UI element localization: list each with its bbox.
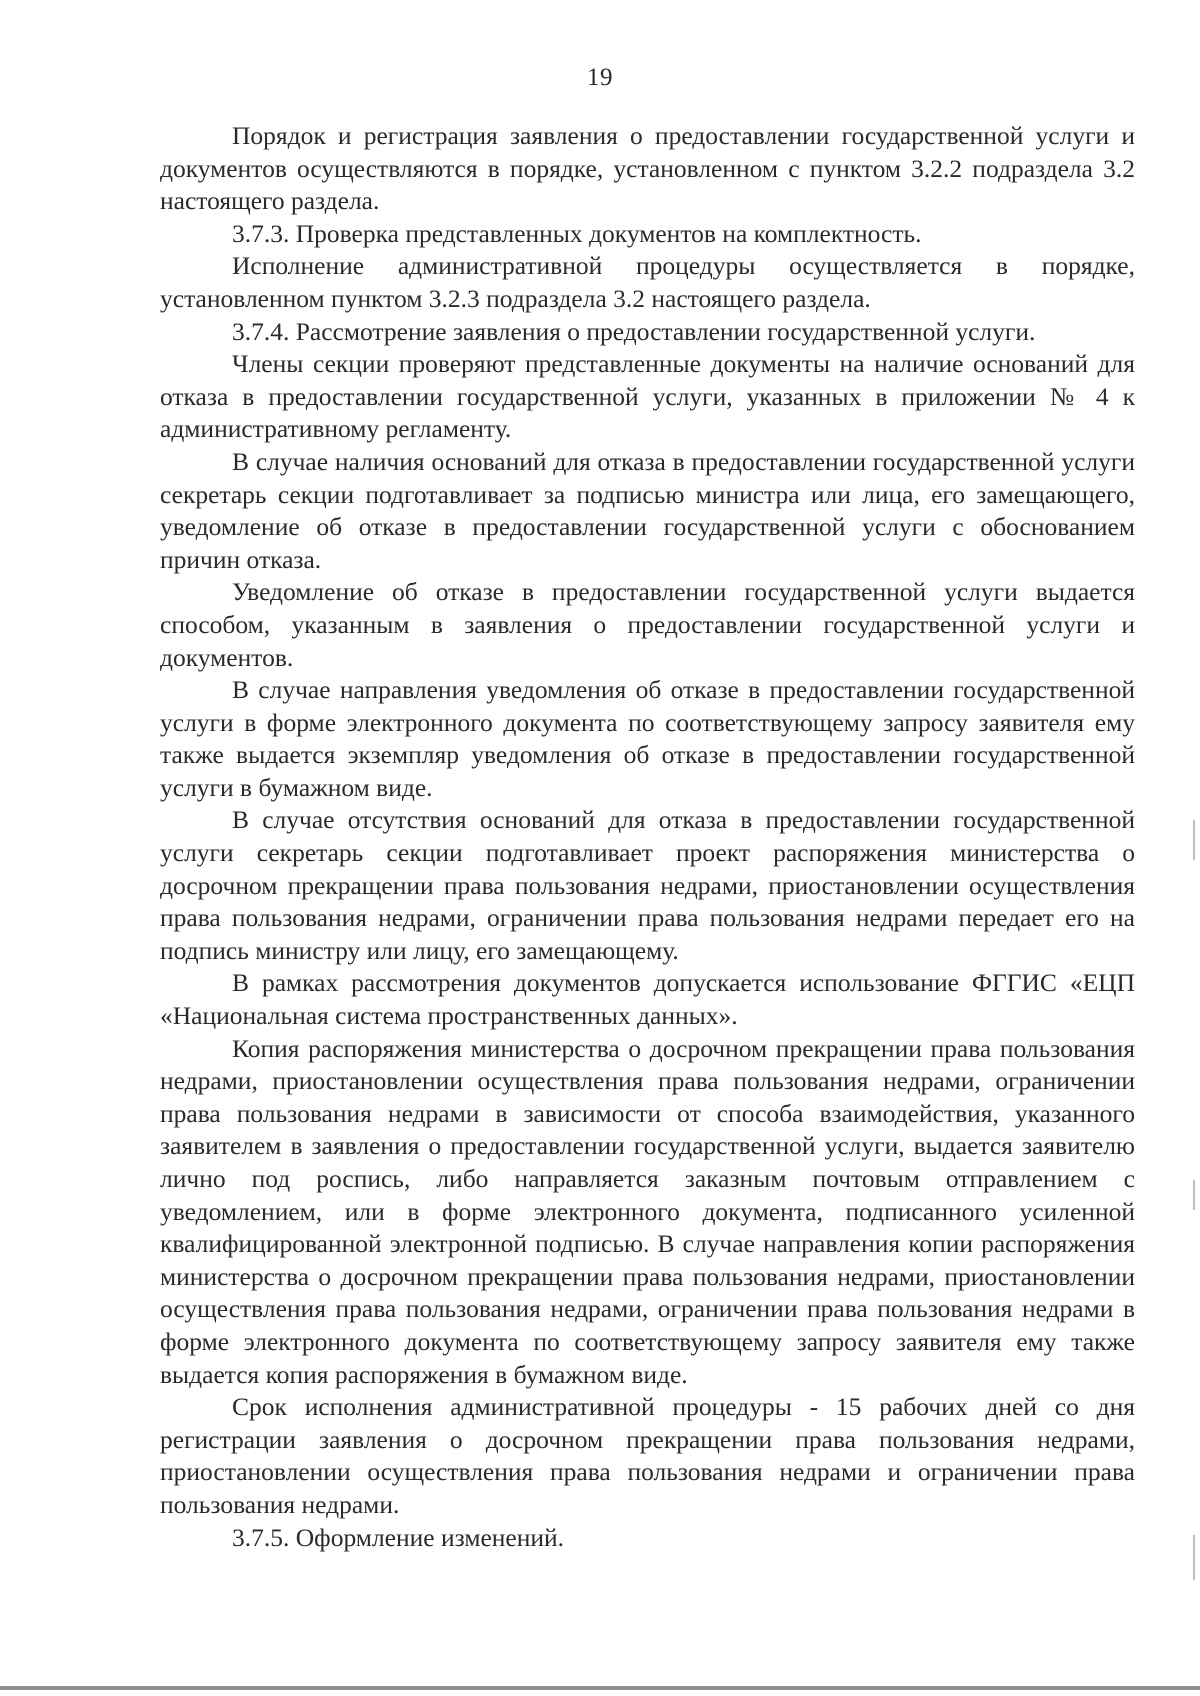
heading-3-7-3: 3.7.3. Проверка представленных документов на комплектность. <box>232 218 922 248</box>
heading-3-7-4: 3.7.4. Рассмотрение заявления о предоставлении государственной услуги. <box>232 316 1036 346</box>
paragraph-execution-term: Срок исполнения административной процедуры - 15 рабочих дней со дня регистрации заявления о досрочном прекращении права пользования недрами, приостановлении осуществления права пользования недрами и ограничении права пользования недрами. <box>160 1392 1135 1519</box>
paragraph-registration-order: Порядок и регистрация заявления о предоставлении государственной услуги и документов осуществляются в порядке, установленном с пунктом 3.2.2 подраздела 3.2 настоящего раздела. <box>160 121 1135 216</box>
paragraph-section-members-check: Члены секции проверяют представленные документы на наличие оснований для отказа в предоставлении государственной услуги, указанных в приложении № 4 к административному регламенту. <box>160 349 1135 444</box>
paragraph-electronic-refusal: В случае направления уведомления об отказе в предоставлении государственной услуги в форме электронного документа по соответствующему запросу заявителя ему также выдается экземпляр уведомления об отказе в предоставлении государственной услуги в бумажном виде. <box>160 675 1135 802</box>
paragraph-procedure-execution: Исполнение административной процедуры осуществляется в порядке, установленном пунктом 3.2.3 подраздела 3.2 настоящего раздела. <box>160 251 1135 313</box>
paragraph-fggis-usage: В рамках рассмотрения документов допускается использование ФГГИС «ЕЦП «Национальная система пространственных данных». <box>160 968 1135 1031</box>
scan-edge-mark <box>1193 820 1195 860</box>
scan-edge-mark <box>1193 1180 1195 1210</box>
paragraph-order-copy: Копия распоряжения министерства о досрочном прекращении права пользования недрами, приостановлении осуществления права пользования недрами, ограничении права пользования недрами в зависимости от способа взаимодействия, указанного заявителем в заявления о предоставлении государственной услуги, выдается заявителю лично под роспись, либо направляется заказным почтовым отправлением с уведомлением, или в форме электронного документа, подписанного усиленной квалифицированной электронной подписью. В случае направления копии распоряжения министерства о досрочном прекращении права пользования недрами, приостановлении осуществления права пользования недрами, ограничении права пользования недрами в форме электронного документа по соответствующему запросу заявителя ему также выдается копия распоряжения в бумажном виде. <box>160 1033 1135 1389</box>
paragraph-refusal-grounds: В случае наличия оснований для отказа в предоставлении государственной услуги секретарь секции подготавливает за подписью министра или лица, его замещающего, уведомление об отказе в предоставлении государственной услуги с обоснованием причин отказа. <box>160 446 1135 574</box>
page-number: 19 <box>587 64 613 91</box>
paragraph-no-refusal-grounds: В случае отсутствия оснований для отказа в предоставлении государственной услуги секретарь секции подготавливает проект распоряжения министерства о досрочном прекращении права пользования недрами, приостановлении осуществления права пользования недрами, ограничении права пользования недрами передает его на подпись министру или лицу, его замещающему. <box>160 805 1135 965</box>
scan-bottom-edge <box>0 1686 1200 1690</box>
scan-edge-mark <box>1193 1535 1195 1580</box>
paragraph-refusal-notice-issue: Уведомление об отказе в предоставлении государственной услуги выдается способом, указанным в заявления о предоставлении государственной услуги и документов. <box>160 577 1135 672</box>
document-body <box>160 120 1135 1554</box>
heading-3-7-5: 3.7.5. Оформление изменений. <box>232 1522 565 1552</box>
